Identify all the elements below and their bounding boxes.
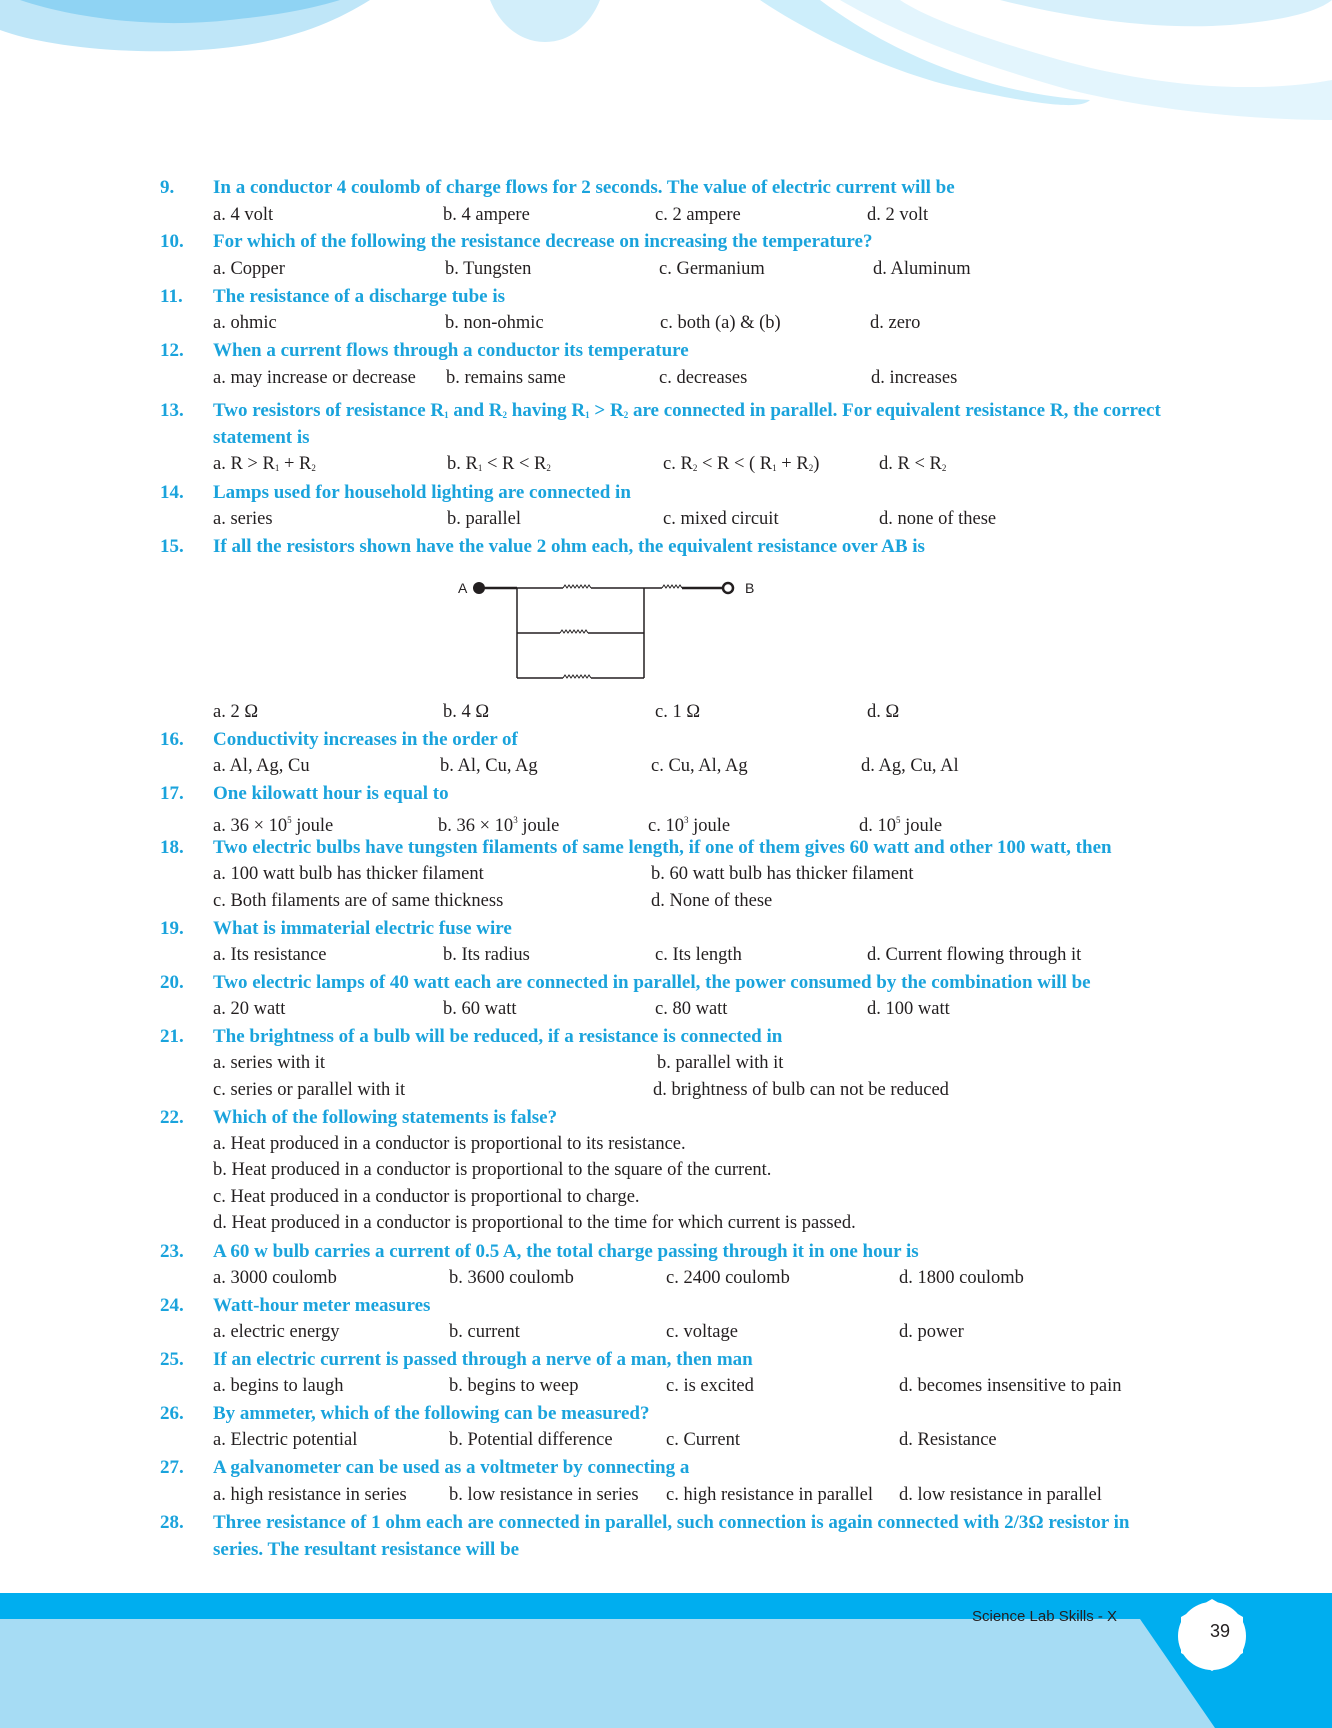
question-text: The resistance of a discharge tube is: [213, 286, 506, 307]
option-c: c. both (a) & (b): [660, 313, 781, 333]
question-text: Two electric bulbs have tungsten filaments of same length, if one of them gives 60 watt and other 100 watt, then: [213, 837, 1112, 858]
terminal-b-label: B: [745, 580, 755, 596]
option-a: a. may increase or decrease: [213, 368, 416, 388]
option-d: d. brightness of bulb can not be reduced: [653, 1080, 949, 1100]
option-b: b. Tungsten: [445, 259, 532, 279]
option-a: a. high resistance in series: [213, 1485, 407, 1505]
circuit-diagram: [452, 574, 772, 684]
option-b: b. 3600 coulomb: [449, 1268, 574, 1288]
option-a: a. 4 volt: [213, 205, 274, 225]
question-number: 23.: [160, 1241, 184, 1262]
option-d: d. zero: [870, 313, 921, 333]
question-text: The brightness of a bulb will be reduced, if a resistance is connected in: [213, 1026, 783, 1047]
option-b: b. Al, Cu, Ag: [440, 756, 538, 776]
question-number: 11.: [160, 286, 183, 307]
question-text: By ammeter, which of the following can be measured?: [213, 1403, 650, 1424]
option-b: b. 4 ampere: [443, 205, 530, 225]
option-c: c. $10^3$ joule: [648, 815, 731, 836]
terminal-b-node: [723, 583, 733, 593]
option-a: a. Electric potential: [213, 1430, 358, 1450]
question-text: One kilowatt hour is equal to: [213, 783, 449, 804]
option-c: c. high resistance in parallel: [666, 1485, 874, 1505]
question-number: 13.: [160, 400, 184, 421]
option-a: a. 3000 coulomb: [213, 1268, 337, 1288]
option-a: a. electric energy: [213, 1322, 340, 1342]
question-text: A galvanometer can be used as a voltmeter by connecting a: [213, 1457, 690, 1478]
question-text: A 60 w bulb carries a current of 0.5 A, the total charge passing through it in one hour is: [213, 1241, 919, 1262]
option-c: c. Cu, Al, Ag: [651, 756, 748, 776]
question-number: 12.: [160, 340, 184, 361]
option-d: d. Aluminum: [873, 259, 971, 279]
resistor-series: [662, 585, 682, 588]
option-b: b. Its radius: [443, 945, 530, 965]
question-number: 14.: [160, 482, 184, 503]
question-number: 20.: [160, 972, 184, 993]
question-text: Three resistance of 1 ohm each are connected in parallel, such connection is again connected with 2/3Ω resistor in: [213, 1512, 1130, 1533]
question-text: In a conductor 4 coulomb of charge flows for 2 seconds. The value of electric current will be: [213, 177, 955, 198]
option-b: b. Potential difference: [449, 1430, 613, 1450]
option-d: d. $10^5$ joule: [859, 815, 943, 836]
option-b: b. 60 watt: [443, 999, 517, 1019]
book-title: Science Lab Skills - X: [972, 1608, 1118, 1625]
option-d: d. increases: [871, 368, 958, 388]
option-a: a. begins to laugh: [213, 1376, 344, 1396]
option-d: d. 1800 coulomb: [899, 1268, 1024, 1288]
option-c: c. Both filaments are of same thickness: [213, 891, 504, 911]
option-d: d. low resistance in parallel: [899, 1485, 1102, 1505]
option-b: b. parallel with it: [657, 1053, 784, 1073]
question-number: 19.: [160, 918, 184, 939]
option-b: b. non-ohmic: [445, 313, 544, 333]
option-d: d. 2 volt: [867, 205, 929, 225]
option-a: a. Al, Ag, Cu: [213, 756, 310, 776]
option-c: c. mixed circuit: [663, 509, 779, 529]
question-text: Which of the following statements is false?: [213, 1107, 558, 1128]
option-a: a. series: [213, 509, 273, 529]
option-b: b. 4 Ω: [443, 702, 490, 722]
option-b: b. parallel: [447, 509, 521, 529]
question-text: When a current flows through a conductor its temperature: [213, 340, 689, 361]
question-text: Two electric lamps of 40 watt each are connected in parallel, the power consumed by the combination will be: [213, 972, 1091, 993]
question-number: 17.: [160, 783, 184, 804]
question-text: For which of the following the resistance decrease on increasing the temperature?: [213, 231, 873, 252]
option-a: a. $36 \times 10^5$ joule: [213, 815, 334, 836]
question-text: Lamps used for household lighting are connected in: [213, 482, 631, 503]
question-text: If all the resistors shown have the value 2 ohm each, the equivalent resistance over AB is: [213, 536, 925, 557]
question-number: 21.: [160, 1026, 184, 1047]
question-number: 9.: [160, 177, 175, 198]
option-b: b. $R_1 < R < R_2$: [447, 454, 551, 474]
option-d: d. 100 watt: [867, 999, 950, 1019]
option-d: d. Current flowing through it: [867, 945, 1082, 965]
option-a: a. 2 Ω: [213, 702, 259, 722]
option-c: c. 2 ampere: [655, 205, 741, 225]
option-d: d. becomes insensitive to pain: [899, 1376, 1122, 1396]
option-c: c. 1 Ω: [655, 702, 701, 722]
option-d: d. Resistance: [899, 1430, 997, 1450]
option-b: b. begins to weep: [449, 1376, 579, 1396]
option-d: d. None of these: [651, 891, 773, 911]
option-c: c. Germanium: [659, 259, 765, 279]
question-number: 24.: [160, 1295, 184, 1316]
option-c: c. series or parallel with it: [213, 1080, 406, 1100]
question-number: 26.: [160, 1403, 184, 1424]
option-c: c. Its length: [655, 945, 742, 965]
option-a: a. Heat produced in a conductor is proportional to its resistance.: [213, 1134, 686, 1154]
option-d: d. Ag, Cu, Al: [861, 756, 959, 776]
question-text: Watt-hour meter measures: [213, 1295, 431, 1316]
option-c: c. is excited: [666, 1376, 754, 1396]
question-text: What is immaterial electric fuse wire: [213, 918, 512, 939]
option-d: d. none of these: [879, 509, 997, 529]
header-wave-decoration: [0, 0, 1332, 140]
question-number: 22.: [160, 1107, 184, 1128]
option-b: b. $36 \times 10^3$ joule: [438, 815, 560, 836]
option-d: d. $R < R_2$: [879, 454, 947, 474]
option-a: a. ohmic: [213, 313, 277, 333]
question-text-line-2: statement is: [213, 427, 310, 448]
footer-band: [0, 1593, 1332, 1728]
option-c: c. Current: [666, 1430, 740, 1450]
option-b: b. current: [449, 1322, 520, 1342]
option-b: b. remains same: [446, 368, 566, 388]
option-a: a. $R > R_1 + R_2$: [213, 454, 316, 474]
option-c: c. Heat produced in a conductor is proportional to charge.: [213, 1187, 640, 1207]
resistor-bottom: [563, 675, 591, 678]
question-text-line-2: series. The resultant resistance will be: [213, 1539, 520, 1560]
question-number: 15.: [160, 536, 184, 557]
option-a: a. series with it: [213, 1053, 326, 1073]
question-text: Conductivity increases in the order of: [213, 729, 518, 750]
option-c: c. decreases: [659, 368, 748, 388]
terminal-a-label: A: [458, 580, 468, 596]
question-text: If an electric current is passed through a nerve of a man, then man: [213, 1349, 753, 1370]
question-number: 25.: [160, 1349, 184, 1370]
option-c: c. 80 watt: [655, 999, 728, 1019]
option-b: b. Heat produced in a conductor is proportional to the square of the current.: [213, 1160, 772, 1180]
option-d: d. Ω: [867, 702, 900, 722]
resistor-middle: [560, 630, 588, 633]
option-b: b. low resistance in series: [449, 1485, 639, 1505]
page-number: 39: [1209, 1621, 1231, 1641]
option-d: d. Heat produced in a conductor is proportional to the time for which current is passed.: [213, 1213, 856, 1233]
option-a: a. Its resistance: [213, 945, 327, 965]
question-number: 16.: [160, 729, 184, 750]
option-a: a. 100 watt bulb has thicker filament: [213, 864, 484, 884]
option-c: c. voltage: [666, 1322, 738, 1342]
question-number: 10.: [160, 231, 184, 252]
option-a: a. 20 watt: [213, 999, 286, 1019]
option-a: a. Copper: [213, 259, 285, 279]
question-text: Two resistors of resistance $R_1$ and $R_2$ having $R_1 > R_2$ are connected in parallel. For equivalent resistance R, the correct: [213, 400, 1161, 421]
question-number: 27.: [160, 1457, 184, 1478]
question-number: 28.: [160, 1512, 184, 1533]
option-b: b. 60 watt bulb has thicker filament: [651, 864, 914, 884]
option-d: d. power: [899, 1322, 964, 1342]
question-number: 18.: [160, 837, 184, 858]
resistor-top: [563, 585, 591, 588]
option-c: c. 2400 coulomb: [666, 1268, 790, 1288]
option-c: c. $R_2 < R$ < ( $R_1 + R_2$): [663, 454, 820, 474]
